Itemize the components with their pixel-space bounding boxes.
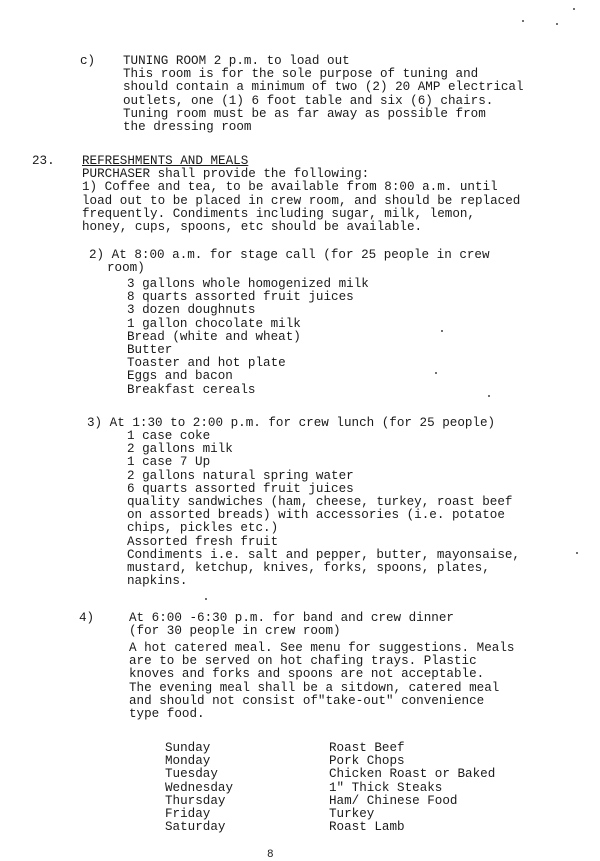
section-title: REFRESHMENTS AND MEALS: [82, 154, 249, 168]
section-intro-line: frequently. Condiments including sugar, milk, lemon,: [82, 206, 475, 221]
scan-speck: [441, 330, 443, 332]
menu-meal: Roast Beef: [329, 741, 405, 755]
scan-speck: [556, 23, 558, 25]
tuning-room-line: the dressing room: [123, 120, 252, 135]
breakfast-item: Breakfast cereals: [127, 382, 256, 397]
dinner-body-line: are to be served on hot chafing trays. Plastic: [129, 654, 477, 669]
lunch-item: 2 gallons natural spring water: [127, 468, 354, 483]
breakfast-item: 3 dozen doughnuts: [127, 303, 256, 318]
dinner-body-line: knoves and forks and spoons are not acceptable.: [129, 667, 485, 682]
tuning-room-label: c): [80, 54, 96, 68]
tuning-room-line: Tuning room must be as far away as possible from: [123, 106, 486, 121]
scan-speck: [576, 552, 578, 554]
tuning-room-line: should contain a minimum of two (2) 20 AMP electrical: [123, 80, 524, 95]
tuning-room-line: TUNING ROOM 2 p.m. to load out: [123, 54, 350, 68]
scan-speck: [205, 598, 207, 600]
menu-day: Friday: [165, 807, 211, 822]
dinner-body-line: and should not consist of"take-out" convenience: [129, 693, 485, 708]
breakfast-item: Butter: [127, 343, 173, 358]
dinner-label: 4): [79, 611, 95, 625]
lunch-item: chips, pickles etc.): [127, 521, 279, 536]
lunch-item: 6 quarts assorted fruit juices: [127, 481, 354, 496]
section-intro-line: PURCHASER shall provide the following:: [82, 167, 370, 182]
lunch-item: napkins.: [127, 574, 188, 589]
lunch-list: [127, 430, 520, 588]
menu-meal: Turkey: [329, 807, 375, 822]
lunch-item: mustard, ketchup, knives, forks, spoons, plates,: [127, 561, 490, 576]
section-intro-line: load out to be placed in crew room, and should be replaced: [82, 193, 521, 208]
dinner-body: [129, 642, 514, 721]
section-intro-line: 1) Coffee and tea, to be available from 8:00 a.m. until: [82, 180, 498, 195]
page-number: 8: [267, 849, 274, 861]
menu-day: Sunday: [165, 741, 211, 755]
dinner-body-line: type food.: [129, 707, 205, 722]
breakfast-item: Bread (white and wheat): [127, 329, 301, 344]
scan-speck: [488, 395, 490, 397]
section-intro-line: honey, cups, spoons, etc should be available.: [82, 220, 423, 235]
menu-day: Thursday: [165, 793, 226, 808]
breakfast-heading: [89, 249, 490, 275]
scan-speck: [522, 20, 524, 22]
lunch-item: Condiments i.e. salt and pepper, butter, mayonsaise,: [127, 547, 520, 562]
dinner-body-line: A hot catered meal. See menu for suggestions. Meals: [129, 641, 515, 655]
breakfast-heading-line: room): [107, 261, 145, 276]
dinner-heading-line: (for 30 people in crew room): [129, 624, 341, 639]
lunch-item: 2 gallons milk: [127, 442, 233, 457]
tuning-room-line: This room is for the sole purpose of tuning and: [123, 67, 479, 82]
menu-meals: [329, 742, 495, 834]
dinner-heading-line: At 6:00 -6:30 p.m. for band and crew dinner: [129, 611, 454, 625]
menu-day: Wednesday: [165, 780, 234, 795]
lunch-item: on assorted breads) with accessories (i.e. potatoe: [127, 508, 505, 523]
menu-meal: Pork Chops: [329, 754, 405, 769]
tuning-room-block: [123, 55, 524, 134]
menu-day: Monday: [165, 754, 211, 769]
dinner-heading: [129, 612, 454, 638]
section-number: 23.: [32, 154, 55, 168]
menu-meal: Ham/ Chinese Food: [329, 793, 458, 808]
scan-speck: [573, 8, 575, 10]
menu-meal: 1" Thick Steaks: [329, 780, 443, 795]
menu-days: [165, 742, 233, 834]
breakfast-item: Eggs and bacon: [127, 369, 233, 384]
lunch-item: 1 case coke: [127, 429, 211, 443]
breakfast-item: Toaster and hot plate: [127, 356, 286, 371]
breakfast-item: 8 quarts assorted fruit juices: [127, 290, 354, 305]
menu-day: Saturday: [165, 820, 226, 835]
lunch-item: 1 case 7 Up: [127, 455, 211, 470]
section-block: [82, 155, 520, 234]
breakfast-item: 3 gallons whole homogenized milk: [127, 277, 369, 291]
lunch-item: Assorted fresh fruit: [127, 534, 279, 549]
menu-day: Tuesday: [165, 767, 218, 782]
scan-speck: [435, 372, 437, 374]
tuning-room-line: outlets, one (1) 6 foot table and six (6) chairs.: [123, 93, 494, 108]
lunch-heading: 3) At 1:30 to 2:00 p.m. for crew lunch (for 25 people): [87, 416, 496, 430]
menu-meal: Chicken Roast or Baked: [329, 767, 496, 782]
menu-meal: Roast Lamb: [329, 820, 405, 835]
lunch-item: quality sandwiches (ham, cheese, turkey, roast beef: [127, 495, 513, 510]
dinner-body-line: The evening meal shall be a sitdown, catered meal: [129, 680, 500, 695]
breakfast-heading-line: 2) At 8:00 a.m. for stage call (for 25 people in crew: [89, 248, 490, 262]
breakfast-list: [127, 278, 369, 397]
breakfast-item: 1 gallon chocolate milk: [127, 316, 301, 331]
